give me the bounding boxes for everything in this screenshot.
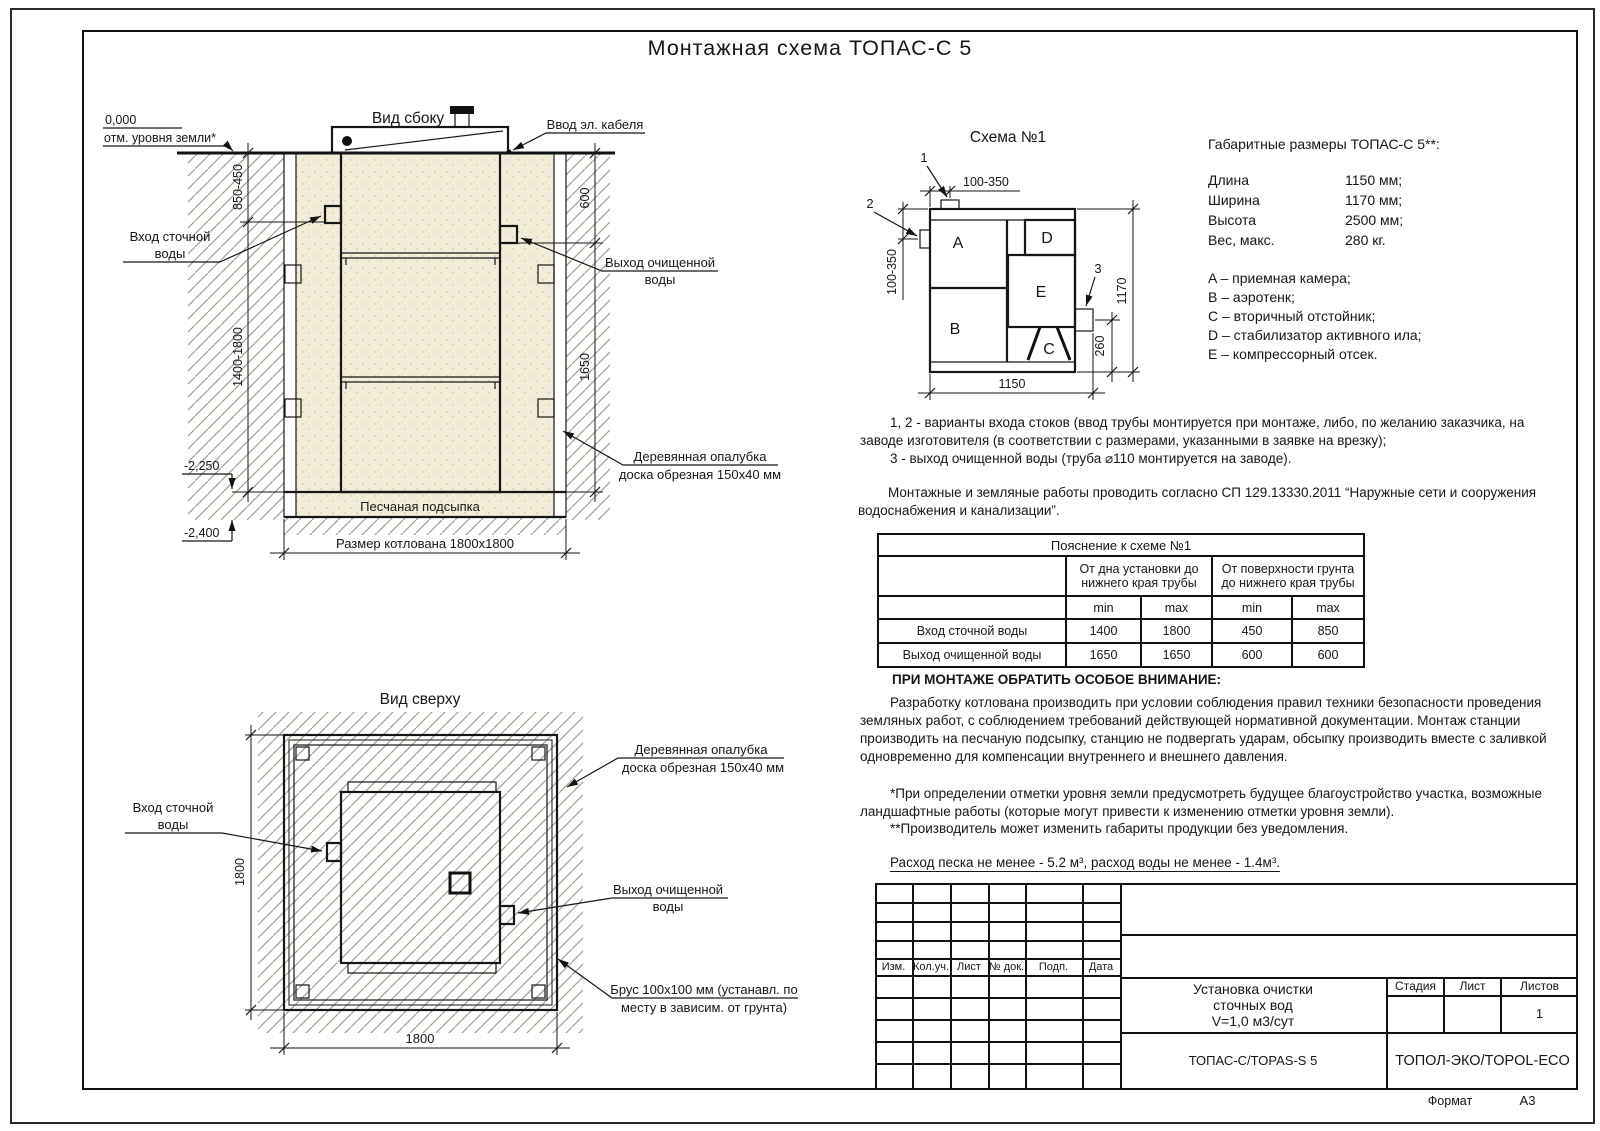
comp-e: E [1035,284,1047,301]
group1-line1: От дна установки до [1079,562,1199,576]
schema-dim-right-label: 1170 [1115,277,1129,305]
table-group-2 [1211,555,1363,595]
explanation-table [877,533,1365,668]
outlet-label-2: воды [644,272,676,287]
elevation-zero-arrow [228,146,233,151]
inlet-label-2: воды [154,246,186,261]
dim-1650: 1650 [578,353,592,381]
inlet-label-2: воды [157,817,189,832]
rev-header: Подп. [1038,961,1069,973]
formwork-label-2: доска обрезная 150х40 мм [618,467,782,482]
lid-lock [342,136,352,146]
rev-header: Дата [1088,961,1114,973]
warning-title: ПРИ МОНТАЖЕ ОБРАТИТЬ ОСОБОЕ ВНИМАНИЕ: [892,672,1222,687]
schema-dim-260-label: 260 [1093,335,1107,357]
note-line: заводе изготовителя (в соответствии с размерами, указанными в заявке на врезку); [860,433,1387,448]
rev-header: Лист [957,961,981,973]
cell: 1650 [1065,642,1140,666]
schema-dim-left [898,202,928,300]
note-line: 1, 2 - варианты входа стоков (ввод трубы монтируется при монтаже, либо, по желанию заказчика, на [890,415,1525,430]
schema-1 [866,129,1140,400]
cell: 450 [1211,618,1291,642]
note-line: Монтажные и земляные работы проводить согласно СП 129.13330.2011 “Наружные сети и сооружения [888,485,1537,500]
side-view [103,106,781,560]
marker-2: 2 [866,196,874,211]
doc-title-line1: Установка очистки [1192,980,1313,997]
dim-1800-bottom: 1800 [405,1031,435,1046]
group2-line1: От поверхности грунта [1221,562,1355,576]
legend-item: C – вторичный отстойник; [1208,308,1376,324]
elev-2400: -2,400 [184,526,220,540]
doc-title-line2: сточных вод [1213,996,1293,1013]
col-max: max [1140,595,1211,618]
top-view [125,691,798,1055]
marker-2-leader [874,212,917,236]
sand-backfill [296,153,554,517]
dim-850-450: 850-450 [231,164,245,210]
spec-value: 1170 мм; [1345,192,1403,208]
inlet-label-1: Вход сточной [132,800,214,815]
model-cell: ТОПАС-С/TOPAS-S 5 [1188,1053,1318,1068]
dim-1800-left: 1800 [233,858,247,886]
company-cell: ТОПОЛ-ЭКО/TOPOL-ECO [1395,1052,1570,1069]
legend-item: E – компрессорный отсек. [1208,346,1378,362]
comp-b: B [949,321,961,338]
ground-note: отм. уровня земли* [104,131,217,145]
schema-dim-top [920,186,1020,207]
soil-hatch-bottom [284,517,566,535]
page-title: Монтажная схема ТОПАС-С 5 [647,36,973,60]
beam-label-2: месту в зависим. от грунта) [620,1000,788,1015]
legend-item: B – аэротенк; [1208,289,1295,305]
marker-3-leader [1086,277,1095,306]
comp-a: A [952,235,964,252]
cell: 850 [1291,618,1363,642]
doc-title-line3: V=1,0 м3/сут [1211,1012,1295,1029]
vent-stem [455,113,469,127]
legend-item: A – приемная камера; [1208,270,1351,286]
format-label: Формат [1427,1094,1473,1108]
warning-line: земляных работ, с соблюдением требований действующей нормативной документации. Монтаж станции [860,713,1521,728]
col-min: min [1065,595,1140,618]
pit-size-label: Размер котлована 1800х1800 [335,536,515,551]
warning-line: производить на песчаную подсыпку, станцию не подвергать ударам, обсыпку производить вместе с заливкой [860,731,1547,746]
comp-c: C [1043,341,1055,358]
cell: 1400 [1065,618,1140,642]
dim-600: 600 [578,187,592,209]
consumption-note: Расход песка не менее - 5.2 м³, расход воды не менее - 1.4м³. [890,855,1281,870]
legend-item: D – стабилизатор активного ила; [1208,327,1422,343]
elev-2250: -2,250 [184,459,220,473]
vent-cap-icon [450,106,474,114]
warning-line: одновременно для компенсации внутреннего и внешнего давления. [860,749,1288,764]
schema-dim-top-label: 100-350 [963,175,1009,189]
outlet-label-2: воды [652,899,684,914]
group1-line2: нижнего края трубы [1081,576,1197,590]
marker-1: 1 [920,150,928,165]
rev-header: Кол.уч. [912,961,950,973]
sand-label: Песчаная подсыпка [360,499,480,514]
specs-title: Габаритные размеры ТОПАС-С 5**: [1208,136,1440,152]
unit-lid [332,127,508,153]
footnote-line: ландшафтные работы (которые могут привести к изменению отметки уровня земли). [860,804,1395,819]
spec-value: 280 кг. [1345,232,1386,248]
dim-1400-1800: 1400-1800 [231,327,245,387]
rev-header: Изм. [881,961,906,973]
inlet-label-1: Вход сточной [129,229,211,244]
empty-cell [879,595,1065,618]
sheet-header: Лист [1459,979,1486,993]
marker-3: 3 [1094,261,1102,276]
footnote-line: *При определении отметки уровня земли предусмотреть будущее благоустройство участка, возможные [890,786,1543,801]
schema-title: Схема №1 [969,129,1047,146]
elevation-zero: 0,000 [105,113,137,127]
footnote-line: **Производитель может изменить габариты продукции без уведомления. [890,821,1349,836]
row-label: Выход очищенной воды [879,642,1065,666]
outlet-label-1: Выход очищенной [612,882,724,897]
spec-value: 2500 мм; [1345,212,1404,228]
schema-dim-right [1077,200,1140,382]
top-view-title: Вид сверху [379,691,461,708]
col-min: min [1211,595,1291,618]
spec-value: 1150 мм; [1345,172,1403,188]
outlet-label-1: Выход очищенной [604,255,716,270]
formwork-label-1: Деревянная опалубка [633,449,767,464]
format-value: А3 [1519,1093,1536,1108]
schema-stub-2 [920,230,930,248]
schema-stub-1 [941,200,959,209]
sheets-value: 1 [1535,1006,1544,1021]
table-corner-cell [879,555,1065,595]
cell: 1800 [1140,618,1211,642]
cable-entry-leader [513,133,645,150]
formwork-right [554,153,566,517]
doc-title-cell [1122,979,1384,1030]
note-line: 3 - выход очищенной воды (труба ⌀110 монтируется на заводе). [890,451,1292,466]
schema-dim-left-label: 100-350 [885,249,899,295]
cell: 600 [1291,642,1363,666]
spec-label: Длина [1208,172,1249,188]
sheets-header: Листов [1520,979,1559,993]
lid-diagonal [345,131,503,150]
formwork-label-1: Деревянная опалубка [634,742,768,757]
cable-entry-label: Ввод эл. кабеля [546,117,644,132]
schema-dim-bottom-label: 1150 [998,377,1026,391]
formwork-label-2: доска обрезная 150х40 мм [621,760,785,775]
formwork-left [284,153,296,517]
row-label: Вход сточной воды [879,618,1065,642]
table-group-1 [1065,555,1211,595]
group2-line2: до нижнего края трубы [1221,576,1355,590]
table-title: Пояснение к схеме №1 [1050,537,1192,553]
col-max: max [1291,595,1363,618]
cell: 1650 [1140,642,1211,666]
title-block [875,883,1577,1089]
rev-header: № док. [988,961,1025,973]
cell: 600 [1211,642,1291,666]
stage-header: Стадия [1395,979,1436,993]
cable-entry-point [507,150,512,155]
note-line: водоснабжения и канализации”. [858,503,1060,518]
spec-label: Ширина [1208,192,1260,208]
comp-d: D [1041,230,1053,247]
warning-line: Разработку котлована производить при условии соблюдения правил техники безопасности проведения [890,695,1542,710]
beam-label-1: Брус 100х100 мм (устанавл. по [610,982,798,997]
spec-label: Высота [1208,212,1257,228]
side-view-title: Вид сбоку [371,110,445,127]
schema-stub-3 [1075,309,1093,331]
spec-label: Вес, макс. [1208,232,1275,248]
